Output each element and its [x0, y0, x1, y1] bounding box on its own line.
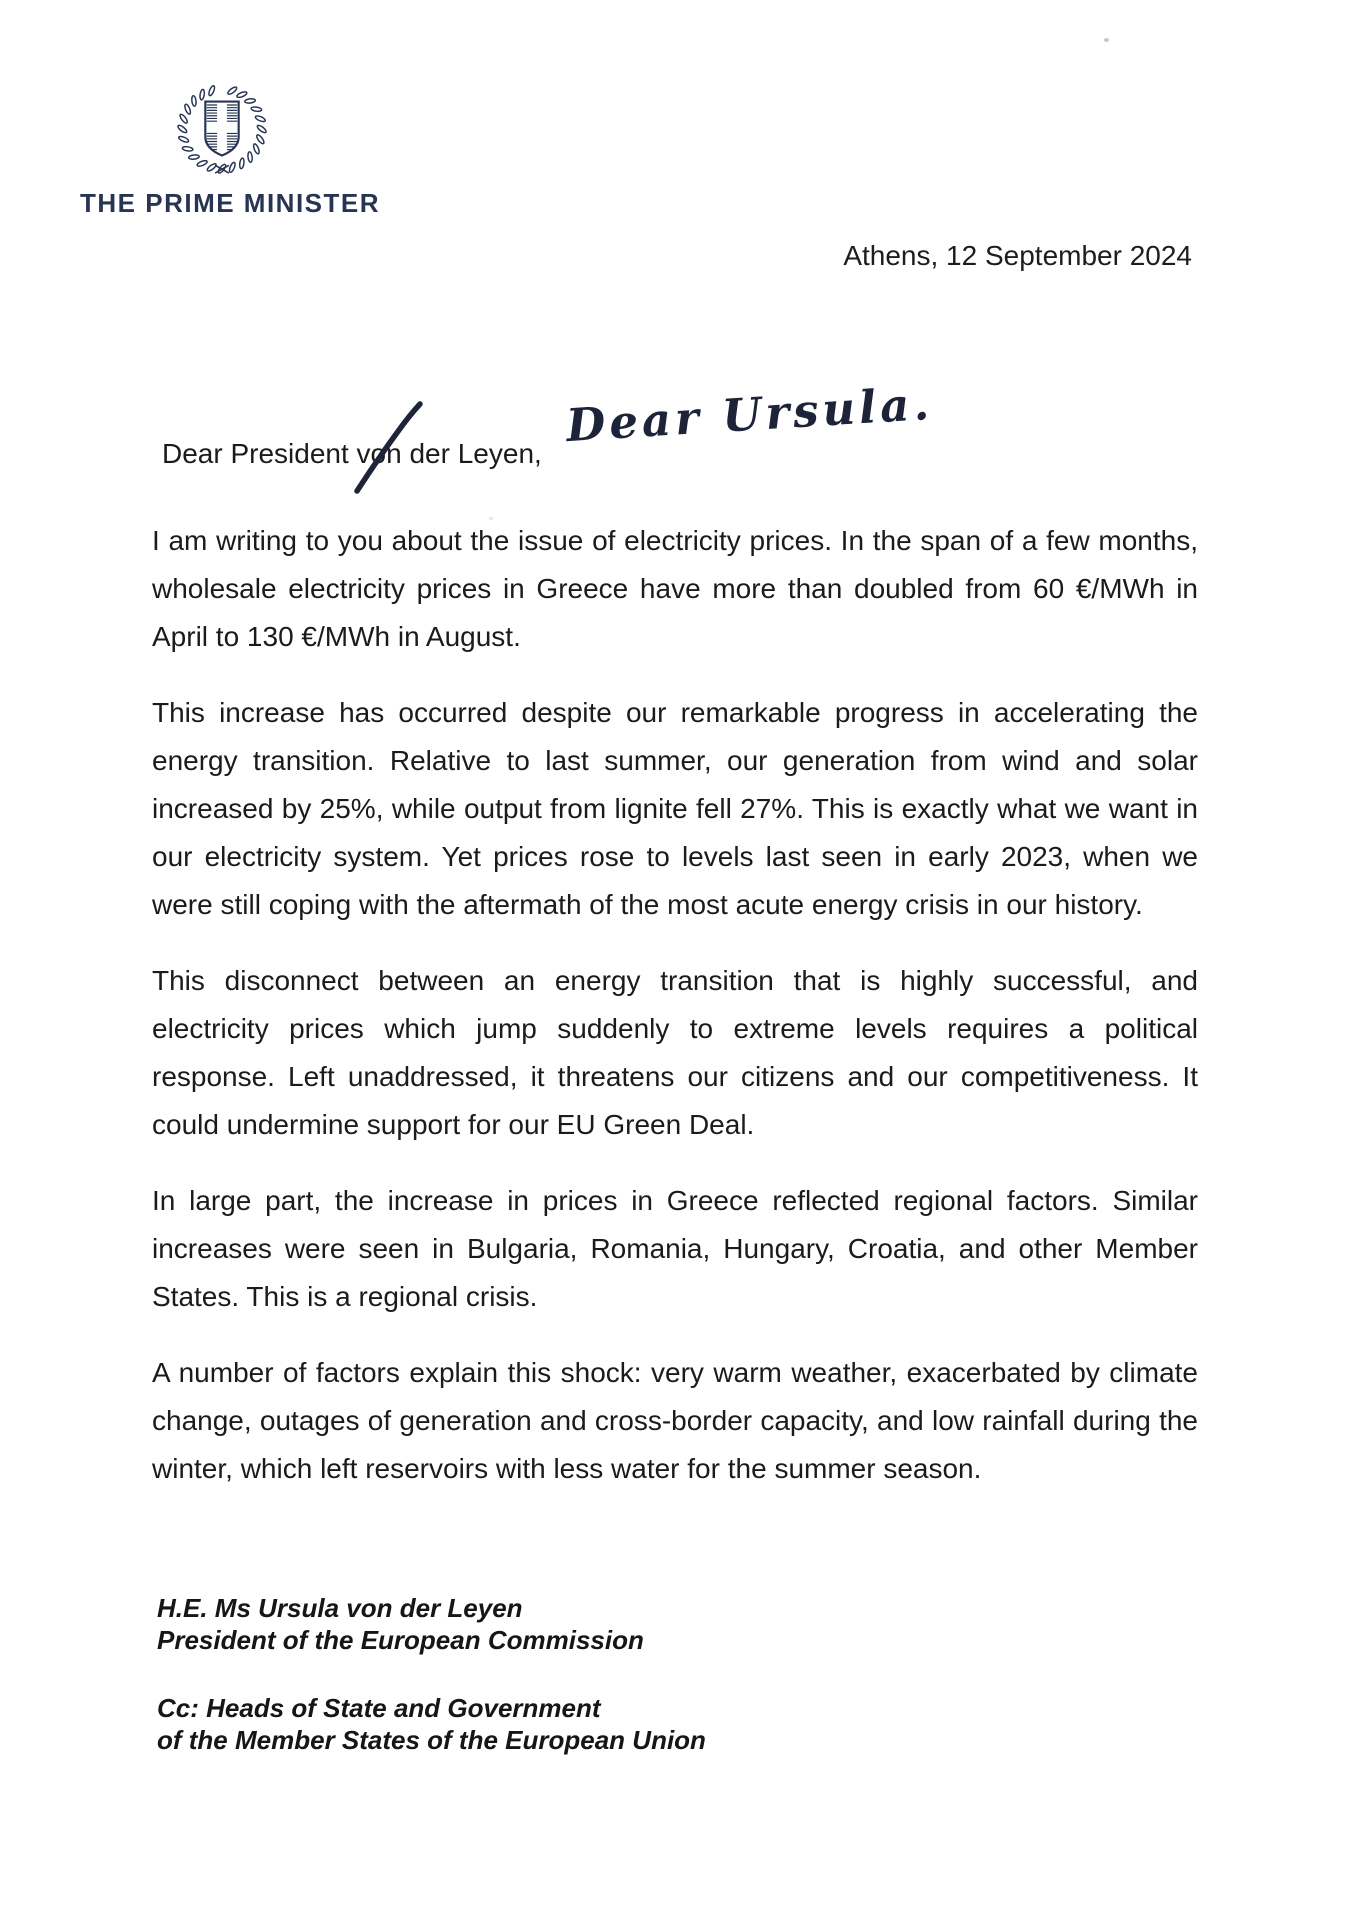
date-line: Athens, 12 September 2024 [843, 240, 1192, 271]
scan-speck [489, 517, 493, 520]
body-paragraph: A number of factors explain this shock: very warm weather, exacerbated by climate change, outages of generation and cross-border capacity, and low rainfall during the winter, which left reservoirs with less water for the summer season. [152, 1357, 1198, 1484]
cc-block [157, 1692, 706, 1756]
shield-with-cross [205, 102, 238, 156]
body-paragraph: This increase has occurred despite our remarkable progress in accelerating the energy transition. Relative to last summer, our generation from wind and solar increased by 25%, while output from lignite fell 27%. This is exactly what we want in our electricity system. Yet prices rose to levels last seen in early 2023, when we were still coping with the aftermath of the most acute energy crisis in our history. [152, 697, 1198, 920]
scan-speck [1104, 38, 1109, 42]
recipient-block [157, 1592, 644, 1656]
recipient-title: President of the European Commission [157, 1625, 644, 1655]
salutation-line [162, 438, 542, 470]
salutation-suffix: der Leyen, [409, 438, 542, 469]
body-paragraph: I am writing to you about the issue of electricity prices. In the span of a few months, wholesale electricity prices in Greece have more than doubled from 60 €/MWh in April to 130 €/MWh in August. [152, 525, 1198, 652]
cc-line: Cc: Heads of State and Government [157, 1693, 601, 1723]
struck-word-text: von [356, 438, 402, 469]
office-title: THE PRIME MINISTER [80, 188, 381, 218]
body-paragraph: In large part, the increase in prices in Greece reflected regional factors. Similar increases were seen in Bulgaria, Romania, Hungary, Croatia, and other Member States. This is a regional crisis. [152, 1185, 1198, 1312]
handwritten-salutation: Dear Ursula. [564, 376, 935, 453]
recipient-name: H.E. Ms Ursula von der Leyen [157, 1593, 523, 1623]
cc-line: of the Member States of the European Union [157, 1725, 706, 1755]
body-paragraph: This disconnect between an energy transition that is highly successful, and electricity prices which jump suddenly to extreme levels requires a political response. Left unaddressed, it threatens our citizens and our competitiveness. It could undermine support for our EU Green Deal. [152, 965, 1198, 1140]
struck-word [357, 438, 402, 470]
salutation-prefix: Dear President [162, 438, 349, 469]
greek-coat-of-arms-icon [173, 80, 271, 178]
letter-body [152, 517, 1198, 1493]
